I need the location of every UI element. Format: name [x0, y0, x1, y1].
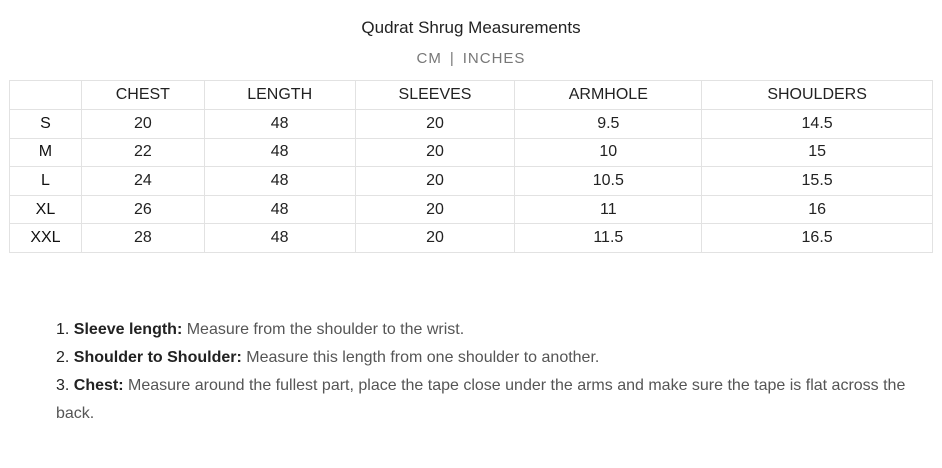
table-cell: 28	[81, 224, 204, 253]
unit-separator: |	[449, 50, 455, 67]
header-cell-sleeves: SLEEVES	[355, 81, 515, 110]
list-number: 3.	[56, 377, 70, 394]
table-cell: 48	[204, 224, 355, 253]
page-title: Qudrat Shrug Measurements	[361, 18, 581, 37]
table-row	[10, 224, 933, 253]
table-cell: 15	[702, 138, 933, 167]
table-cell: 26	[81, 195, 204, 224]
size-label-cell: XXL	[10, 224, 82, 253]
size-label-cell: L	[10, 167, 82, 196]
note-term: Shoulder to Shoulder:	[73, 349, 242, 366]
table-cell: 11	[515, 195, 702, 224]
table-cell: 20	[355, 167, 515, 196]
unit-option-cm[interactable]: CM	[416, 50, 442, 67]
table-cell: 22	[81, 138, 204, 167]
note-term: Chest:	[73, 377, 124, 394]
table-cell: 20	[81, 110, 204, 139]
list-item	[56, 372, 926, 428]
header-cell-armhole: ARMHOLE	[515, 81, 702, 110]
header-cell-length: LENGTH	[204, 81, 355, 110]
list-item	[56, 316, 926, 344]
table-cell: 48	[204, 195, 355, 224]
list-item	[56, 344, 926, 372]
unit-option-inches[interactable]: INCHES	[462, 50, 526, 67]
list-number: 1.	[56, 321, 70, 338]
table-row	[10, 167, 933, 196]
note-text: Measure this length from one shoulder to another.	[241, 349, 600, 366]
size-chart-table	[9, 80, 933, 253]
header-cell-chest: CHEST	[81, 81, 204, 110]
measurement-instructions	[56, 316, 926, 428]
table-cell: 10.5	[515, 167, 702, 196]
size-label-cell: M	[10, 138, 82, 167]
table-cell: 11.5	[515, 224, 702, 253]
table-cell: 48	[204, 167, 355, 196]
note-text: Measure from the shoulder to the wrist.	[182, 321, 465, 338]
table-cell: 14.5	[702, 110, 933, 139]
header-cell-size	[10, 81, 82, 110]
table-row	[10, 138, 933, 167]
table-cell: 15.5	[702, 167, 933, 196]
table-cell: 10	[515, 138, 702, 167]
note-term: Sleeve length:	[73, 321, 183, 338]
size-label-cell: S	[10, 110, 82, 139]
header-cell-shoulders: SHOULDERS	[702, 81, 933, 110]
table-cell: 20	[355, 224, 515, 253]
table-row	[10, 195, 933, 224]
table-cell: 48	[204, 110, 355, 139]
table-cell: 16.5	[702, 224, 933, 253]
table-cell: 9.5	[515, 110, 702, 139]
table-cell: 20	[355, 138, 515, 167]
unit-switcher	[0, 48, 942, 70]
list-number: 2.	[56, 349, 70, 366]
table-row	[10, 110, 933, 139]
table-cell: 24	[81, 167, 204, 196]
table-cell: 20	[355, 110, 515, 139]
table-header-row	[10, 81, 933, 110]
note-text: Measure around the fullest part, place the tape close under the arms and make sure the tape is flat across the back.	[56, 377, 906, 422]
size-label-cell: XL	[10, 195, 82, 224]
table-cell: 20	[355, 195, 515, 224]
table-cell: 48	[204, 138, 355, 167]
table-cell: 16	[702, 195, 933, 224]
